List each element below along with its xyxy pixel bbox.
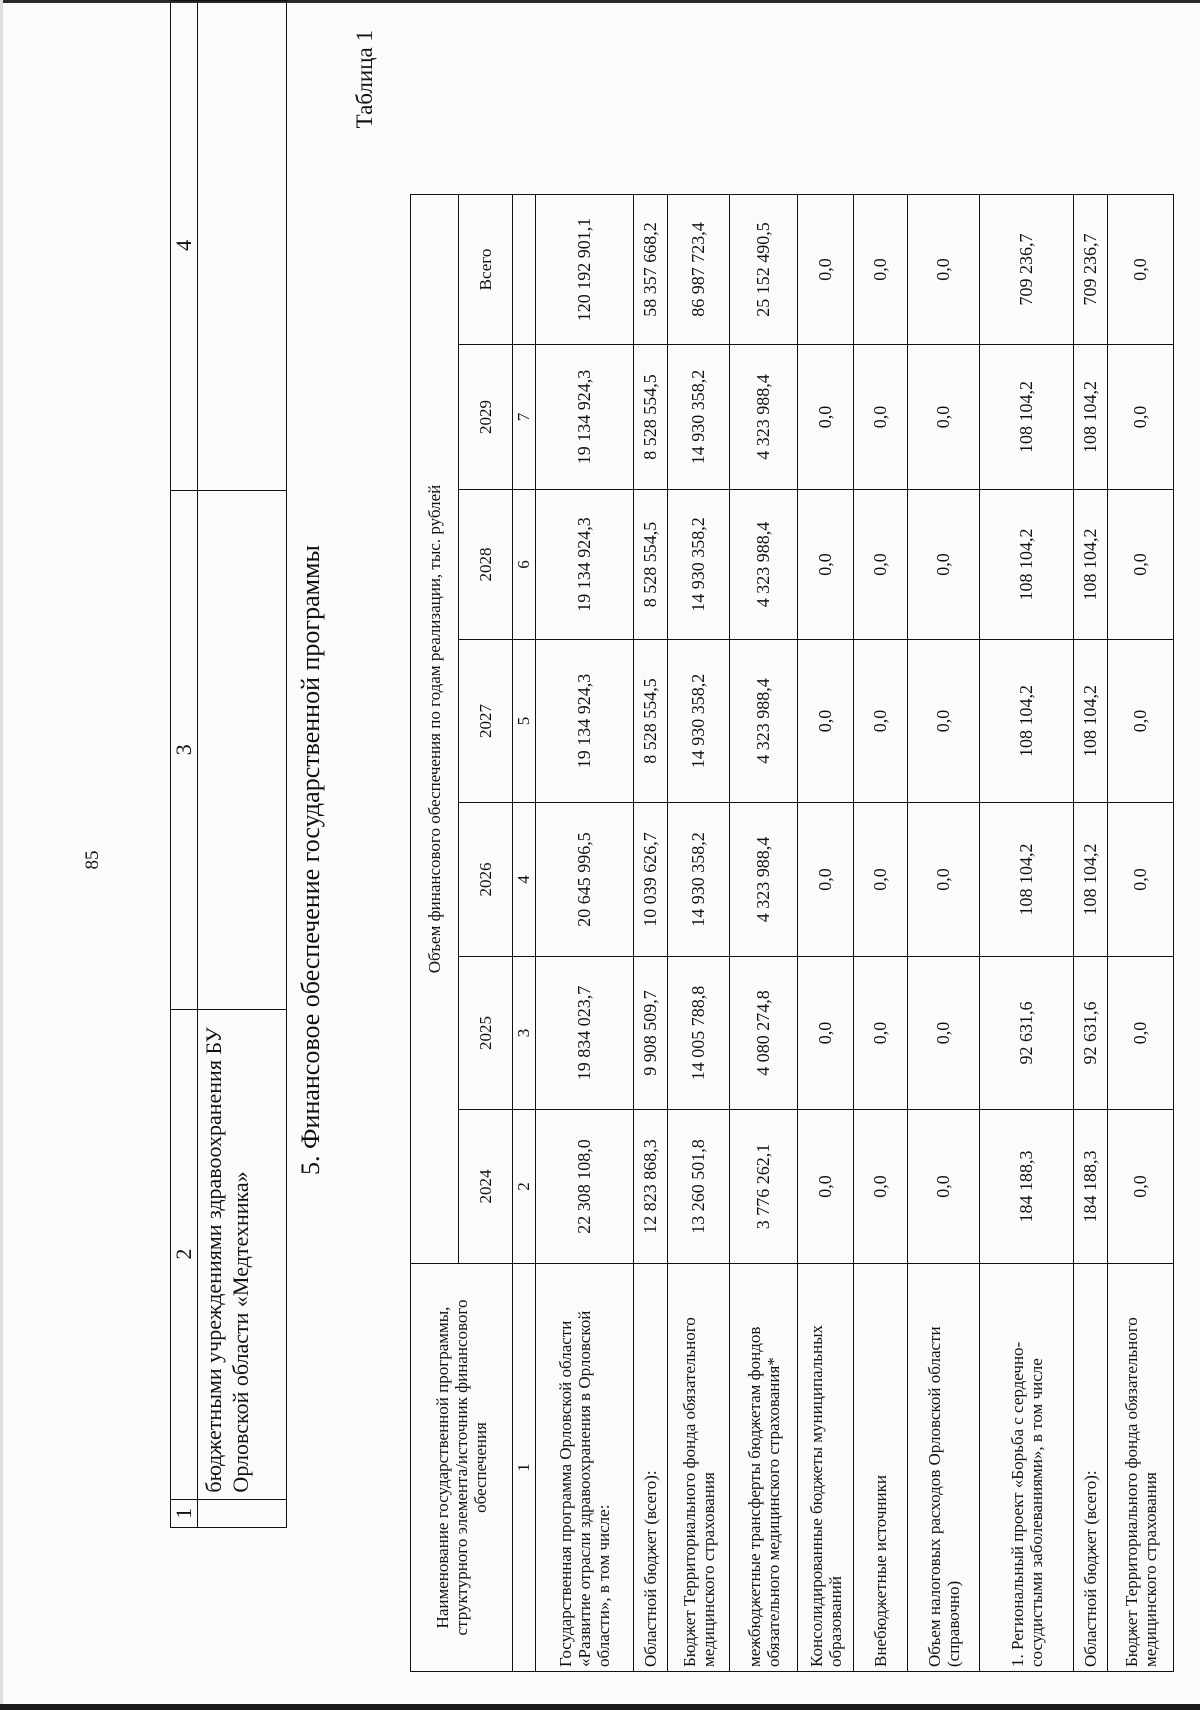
row-name: Областной бюджет (всего): xyxy=(1074,1264,1108,1672)
table-row xyxy=(908,195,980,1672)
row-value: 108 104,2 xyxy=(980,490,1074,640)
section-title: 5. Финансовое обеспечение государственной программы xyxy=(296,544,325,1176)
row-total: 0,0 xyxy=(798,195,854,345)
row-value: 0,0 xyxy=(908,957,980,1110)
table-row xyxy=(854,195,908,1672)
financing-table xyxy=(410,194,1174,1672)
row-value: 108 104,2 xyxy=(1074,640,1108,803)
scan-edge-bottom xyxy=(0,1704,1200,1710)
row-value: 108 104,2 xyxy=(980,640,1074,803)
column-number: 7 xyxy=(513,345,536,490)
row-value: 0,0 xyxy=(798,640,854,803)
row-value: 0,0 xyxy=(854,640,908,803)
row-value: 12 823 868,3 xyxy=(634,1110,668,1264)
row-value: 0,0 xyxy=(908,1110,980,1264)
row-value: 0,0 xyxy=(854,957,908,1110)
row-total: 120 192 901,1 xyxy=(536,195,634,345)
row-total: 58 357 668,2 xyxy=(634,195,668,345)
volume-header: Объем финансового обеспечения по годам реализации, тыс. рублей xyxy=(411,195,459,1264)
row-value: 19 834 023,7 xyxy=(536,957,634,1110)
column-number: 4 xyxy=(513,803,536,957)
row-name: Консолидированные бюджеты муниципальных образований xyxy=(798,1264,854,1672)
table-row xyxy=(536,195,634,1672)
row-name: Государственная программа Орловской области «Развитие отрасли здравоохранения в Орловской области», в том числе: xyxy=(536,1264,634,1672)
row-value: 0,0 xyxy=(798,345,854,490)
continuation-cell xyxy=(198,490,287,1009)
continuation-table xyxy=(170,0,287,1528)
table-header-row xyxy=(411,195,459,1672)
row-value: 19 134 924,3 xyxy=(536,490,634,640)
table-caption: Таблица 1 xyxy=(352,30,377,129)
table-row xyxy=(798,195,854,1672)
row-value: 22 308 108,0 xyxy=(536,1110,634,1264)
row-name: межбюджетные трансферты бюджетам фондов обязательного медицинского страхования* xyxy=(730,1264,798,1672)
row-value: 14 930 358,2 xyxy=(668,490,730,640)
row-value: 108 104,2 xyxy=(980,803,1074,957)
continuation-header-cell: 4 xyxy=(171,1,198,491)
row-value: 0,0 xyxy=(1108,1110,1174,1264)
row-value: 4 323 988,4 xyxy=(730,345,798,490)
table-row xyxy=(634,195,668,1672)
row-value: 0,0 xyxy=(908,803,980,957)
row-value: 0,0 xyxy=(798,957,854,1110)
row-value: 14 930 358,2 xyxy=(668,640,730,803)
table-row xyxy=(730,195,798,1672)
row-value: 14 005 788,8 xyxy=(668,957,730,1110)
continuation-header-cell: 3 xyxy=(171,490,198,1009)
name-column-header: Наименование государственной программы, структурного элемента/источник финансового обеспечения xyxy=(411,1264,513,1672)
row-value: 4 080 274,8 xyxy=(730,957,798,1110)
row-total: 0,0 xyxy=(1108,195,1174,345)
row-value: 20 645 996,5 xyxy=(536,803,634,957)
row-value: 19 134 924,3 xyxy=(536,345,634,490)
row-value: 10 039 626,7 xyxy=(634,803,668,957)
row-value: 0,0 xyxy=(1108,957,1174,1110)
row-value: 0,0 xyxy=(798,1110,854,1264)
column-number: 5 xyxy=(513,640,536,803)
year-header: 2024 xyxy=(459,1110,513,1264)
column-number-row xyxy=(513,195,536,1672)
continuation-header-cell: 2 xyxy=(171,1009,198,1499)
row-value: 8 528 554,5 xyxy=(634,345,668,490)
row-name: Бюджет Территориального фонда обязательного медицинского страхования xyxy=(668,1264,730,1672)
row-value: 0,0 xyxy=(1108,490,1174,640)
row-value: 184 188,3 xyxy=(1074,1110,1108,1264)
row-name: Внебюджетные источники xyxy=(854,1264,908,1672)
row-value: 0,0 xyxy=(908,345,980,490)
year-header: 2025 xyxy=(459,957,513,1110)
row-value: 0,0 xyxy=(798,803,854,957)
row-value: 0,0 xyxy=(854,490,908,640)
continuation-header-row xyxy=(171,1,198,1528)
row-value: 108 104,2 xyxy=(1074,345,1108,490)
year-header: 2028 xyxy=(459,490,513,640)
column-number: 2 xyxy=(513,1110,536,1264)
row-value: 14 930 358,2 xyxy=(668,345,730,490)
row-name: Объем налоговых расходов Орловской области (справочно) xyxy=(908,1264,980,1672)
row-value: 108 104,2 xyxy=(980,345,1074,490)
row-value: 0,0 xyxy=(908,640,980,803)
row-total: 25 152 490,5 xyxy=(730,195,798,345)
row-value: 184 188,3 xyxy=(980,1110,1074,1264)
row-value: 19 134 924,3 xyxy=(536,640,634,803)
row-name: Бюджет Территориального фонда обязательного медицинского страхования xyxy=(1108,1264,1174,1672)
row-value: 0,0 xyxy=(1108,345,1174,490)
row-value: 3 776 262,1 xyxy=(730,1110,798,1264)
column-number: 1 xyxy=(513,1264,536,1672)
table-row xyxy=(980,195,1074,1672)
row-value: 92 631,6 xyxy=(1074,957,1108,1110)
row-value: 9 908 509,7 xyxy=(634,957,668,1110)
continuation-cell xyxy=(198,1,287,491)
table-row xyxy=(668,195,730,1672)
row-value: 4 323 988,4 xyxy=(730,640,798,803)
row-value: 108 104,2 xyxy=(1074,490,1108,640)
row-total: 709 236,7 xyxy=(980,195,1074,345)
year-header: 2029 xyxy=(459,345,513,490)
row-total: 86 987 723,4 xyxy=(668,195,730,345)
continuation-cell xyxy=(198,1499,287,1527)
column-number: 6 xyxy=(513,490,536,640)
column-number: 3 xyxy=(513,957,536,1110)
continuation-data-row xyxy=(198,1,287,1528)
row-name: 1. Региональный проект «Борьба с сердечно-сосудистыми заболеваниями», в том числе xyxy=(980,1264,1074,1672)
row-value: 13 260 501,8 xyxy=(668,1110,730,1264)
total-header: Всего xyxy=(459,195,513,345)
year-header: 2026 xyxy=(459,803,513,957)
row-value: 0,0 xyxy=(854,803,908,957)
row-value: 0,0 xyxy=(908,490,980,640)
row-value: 108 104,2 xyxy=(1074,803,1108,957)
row-name: Областной бюджет (всего): xyxy=(634,1264,668,1672)
row-value: 4 323 988,4 xyxy=(730,803,798,957)
row-value: 0,0 xyxy=(1108,640,1174,803)
row-value: 0,0 xyxy=(798,490,854,640)
row-value: 0,0 xyxy=(854,1110,908,1264)
row-total: 0,0 xyxy=(854,195,908,345)
continuation-cell: бюджетными учреждениями здравоохранения БУ Орловской области «Медтехника» xyxy=(198,1009,287,1499)
row-value: 8 528 554,5 xyxy=(634,490,668,640)
row-value: 8 528 554,5 xyxy=(634,640,668,803)
page-number: 85 xyxy=(82,850,103,870)
row-value: 92 631,6 xyxy=(980,957,1074,1110)
column-number xyxy=(513,195,536,345)
row-value: 0,0 xyxy=(854,345,908,490)
continuation-header-cell: 1 xyxy=(171,1499,198,1527)
row-total: 709 236,7 xyxy=(1074,195,1108,345)
row-value: 14 930 358,2 xyxy=(668,803,730,957)
row-total: 0,0 xyxy=(908,195,980,345)
table-row xyxy=(1074,195,1108,1672)
table-row xyxy=(1108,195,1174,1672)
year-header: 2027 xyxy=(459,640,513,803)
row-value: 4 323 988,4 xyxy=(730,490,798,640)
row-value: 0,0 xyxy=(1108,803,1174,957)
